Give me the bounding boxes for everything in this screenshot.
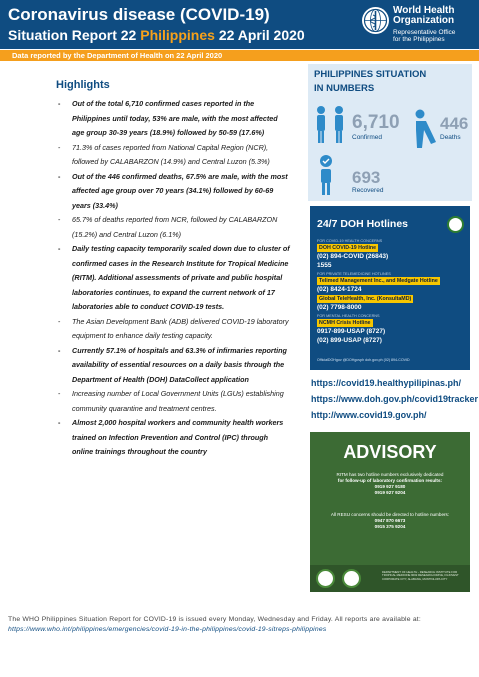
confirmed-count: 6,710 bbox=[352, 112, 400, 133]
globaltele-hotline-number[interactable]: (02) 7798-8000 bbox=[317, 304, 362, 311]
who-representative-office bbox=[393, 29, 455, 43]
recovered-count: 693 bbox=[352, 168, 381, 187]
ritm-number2[interactable]: 0919 927 9204 bbox=[374, 490, 406, 495]
highlight-item: - Daily testing capacity temporarily scaled down due to cluster of confirmed cases in the Research Institute for Tropical Medicine (RITM). Additional assessments of private and public hospital laboratories continues, to expand the current network of 17 laboratories able to conduct COVID-19 tests. bbox=[56, 242, 290, 315]
data-source-text: Data reported by the Department of Health on 22 April 2020 bbox=[12, 51, 223, 60]
resu-number1[interactable]: 0947 870 6673 bbox=[374, 518, 406, 523]
link-doh-tracker[interactable]: https://www.doh.gov.ph/covid19tracker bbox=[311, 394, 479, 404]
highlight-item: - 71.3% of cases reported from National Capital Region (NCR), followed by CALABARZON (14.9%) and Central Luzon (5.3%) bbox=[56, 141, 290, 170]
footer-sitreps-link[interactable]: https://www.who.int/philippines/emergencies/covid-19-in-the-philippines/covid-19-sitreps-philippines bbox=[8, 625, 327, 633]
footer-note: The WHO Philippines Situation Report for COVID-19 is issued every Monday, Wednesday and Friday. All reports are available at: bbox=[8, 616, 421, 623]
situation-title-line1: PHILIPPINES SITUATION bbox=[314, 69, 427, 80]
globaltele-hotline-label: Global TeleHealth, Inc. (KonsultaMD) bbox=[319, 296, 412, 302]
hotlines-caption-health: FOR COVID-19 HEALTH CONCERNS bbox=[317, 239, 383, 243]
data-source-strip bbox=[0, 50, 479, 61]
confirmed-label: Confirmed bbox=[352, 134, 382, 141]
who-wordmark bbox=[393, 6, 455, 43]
resu-number2[interactable]: 0915 375 9204 bbox=[374, 524, 406, 529]
report-footer bbox=[8, 615, 473, 634]
covid-hotline-label: DOH COVID-19 Hotline bbox=[319, 245, 377, 251]
hotlines-caption-mental: FOR MENTAL HEALTH CONCERNS bbox=[317, 314, 380, 318]
recovered-person-icon bbox=[314, 154, 338, 196]
situation-numbers-panel bbox=[308, 64, 472, 201]
advisory-footer bbox=[310, 565, 470, 592]
ncmh-hotline-number2[interactable]: (02) 899-USAP (8727) bbox=[317, 337, 382, 344]
link-healthypilipinas[interactable]: https://covid19.healthypilipinas.ph/ bbox=[311, 378, 462, 388]
report-title: Coronavirus disease (COVID-19) bbox=[8, 5, 270, 24]
advisory-ritm-block bbox=[316, 472, 464, 496]
advisory-footer-text: DEPARTMENT OF HEALTH - RESEARCH INSTITUTE FOR TROPICAL MEDICINE 9002 RESEARCH DRIVE, FILINVEST CORPORATE CITY, ALABANG, MUNTINLUPA CITY bbox=[382, 570, 459, 581]
report-subtitle bbox=[8, 27, 305, 43]
advisory-line3: All RESU concerns should be directed to hotline numbers: bbox=[330, 512, 450, 517]
ritm-badge-icon bbox=[342, 569, 361, 588]
situation-title bbox=[314, 68, 426, 96]
deaths-count: 446 bbox=[440, 114, 469, 133]
telimed-hotline-label: Telimed Management Inc., and Medgate Hotline bbox=[319, 278, 438, 284]
report-number: Situation Report 22 bbox=[8, 27, 137, 43]
covid-hotline-number[interactable]: (02) 894-COVID (26843) bbox=[317, 253, 389, 260]
deaths-label: Deaths bbox=[440, 134, 461, 141]
who-rep-line1: Representative Office bbox=[393, 29, 456, 36]
confirmed-people-icon bbox=[312, 104, 350, 146]
doh-hotlines-panel bbox=[310, 206, 470, 370]
highlights-list bbox=[56, 97, 290, 460]
hotlines-caption-telemedicine: FOR PRIVATE TELEMEDICINE HOTLINES bbox=[317, 272, 391, 276]
highlight-item: - Currently 57.1% of hospitals and 63.3% of infirmaries reporting availability of essential resources on a daily basis through the Department of Health (DOH) DataCollect application bbox=[56, 344, 290, 388]
highlight-item: - The Asian Development Bank (ADB) delivered COVID-19 laboratory equipment to enhance daily testing capacity. bbox=[56, 315, 290, 344]
highlights-heading: Highlights bbox=[56, 79, 110, 91]
deaths-person-icon bbox=[412, 108, 440, 150]
covid-hotline-short[interactable]: 1555 bbox=[317, 262, 332, 269]
highlight-item: - Increasing number of Local Government Units (LGUs) establishing community quarantine and treatment centres. bbox=[56, 387, 290, 416]
advisory-line2: for follow-up of laboratory confirmation results: bbox=[337, 478, 443, 483]
hotlines-social-row: OfficialDOHgov @DOHgovph doh.gov.ph (02) 894-COVID bbox=[317, 358, 410, 362]
report-date: 22 April 2020 bbox=[218, 27, 305, 43]
ncmh-hotline-number1[interactable]: 0917-899-USAP (8727) bbox=[317, 328, 386, 335]
report-header bbox=[0, 0, 479, 49]
who-rep-line2: for the Philippines bbox=[393, 36, 445, 43]
highlight-item: - 65.7% of deaths reported from NCR, followed by CALABARZON (15.2%) and Central Luzon (6.1%) bbox=[56, 213, 290, 242]
hotlines-title: 24/7 DOH Hotlines bbox=[317, 218, 409, 230]
highlight-item: - Out of the 446 confirmed deaths, 67.5% are male, with the most affected age group over 70 years (34.1%) followed by 60-69 years (33.4%) bbox=[56, 170, 290, 214]
ritm-advisory-panel bbox=[310, 432, 470, 592]
ritm-number1[interactable]: 0919 927 9180 bbox=[374, 484, 406, 489]
doh-seal-icon bbox=[447, 216, 464, 233]
ncmh-hotline-label: NCMH Crisis Hotline bbox=[319, 320, 371, 326]
report-country: Philippines bbox=[140, 27, 215, 43]
advisory-line1: RITM has two hotline numbers exclusively dedicated bbox=[336, 472, 444, 477]
advisory-title: ADVISORY bbox=[343, 442, 437, 462]
who-name-line2: Organization bbox=[393, 15, 455, 26]
doh-badge-icon bbox=[316, 569, 335, 588]
link-covid19-gov[interactable]: http://www.covid19.gov.ph/ bbox=[311, 410, 427, 420]
advisory-resu-block bbox=[316, 512, 464, 530]
situation-title-line2: IN NUMBERS bbox=[314, 83, 375, 94]
who-name-line1: World Health bbox=[393, 5, 455, 16]
highlight-item: - Almost 2,000 hospital workers and community health workers trained on Infection Prevention and Control (IPC) through online trainings throughout the country bbox=[56, 416, 290, 460]
highlight-item: - Out of the total 6,710 confirmed cases reported in the Philippines until today, 53% are male, with the most affected age group 30-39 years (18.9%) followed by 50-59 (17.6%) bbox=[56, 97, 290, 141]
who-emblem-icon bbox=[362, 7, 389, 34]
recovered-label: Recovered bbox=[352, 187, 384, 194]
telimed-hotline-number[interactable]: (02) 8424-1724 bbox=[317, 286, 362, 293]
